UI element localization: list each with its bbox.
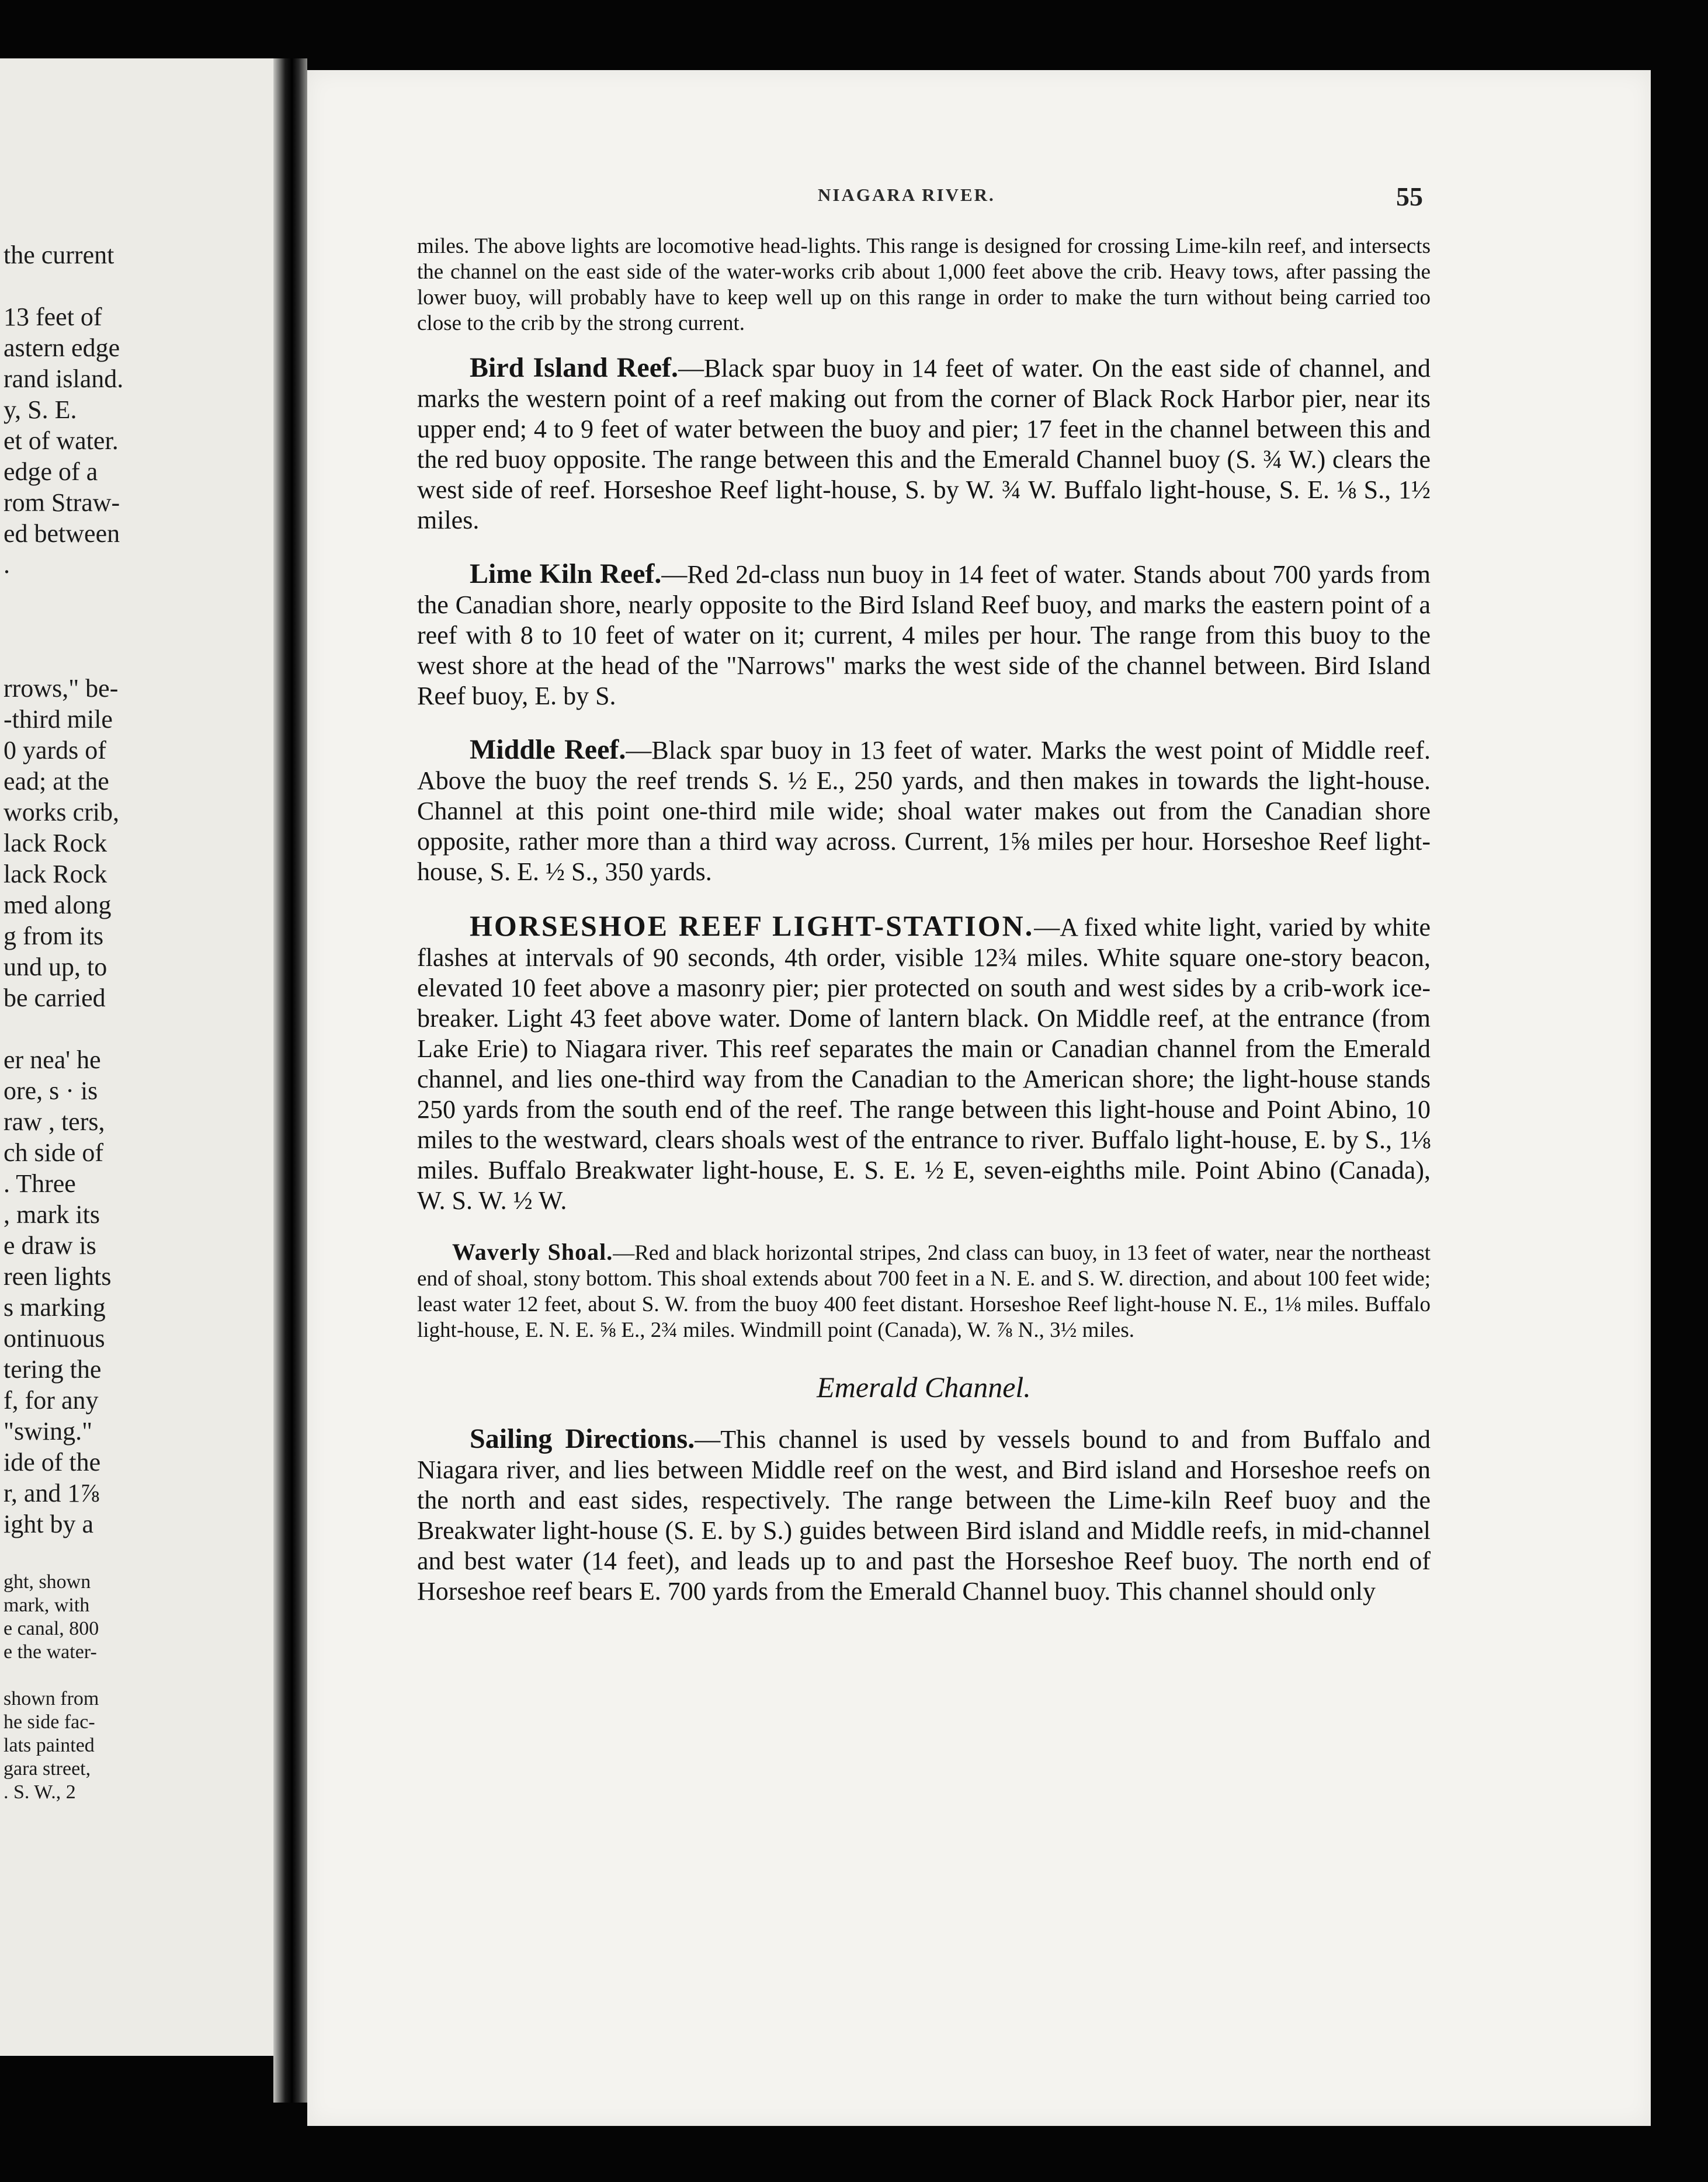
left-page-line: ight by a bbox=[4, 1510, 93, 1538]
left-page-line: works crib, bbox=[4, 798, 119, 826]
left-page-line: lack Rock bbox=[4, 829, 107, 857]
middle-reef-entry bbox=[417, 735, 1431, 887]
left-page-line bbox=[4, 642, 155, 673]
left-page-line: ide of the bbox=[4, 1448, 101, 1476]
page-body bbox=[417, 234, 1431, 1630]
left-page-line: e draw is bbox=[4, 1231, 96, 1260]
left-page-line: lats painted bbox=[4, 1735, 95, 1756]
left-page-line: be carried bbox=[4, 984, 106, 1012]
left-page-line: s marking bbox=[4, 1293, 106, 1322]
left-page-line: ore, s · is bbox=[4, 1076, 98, 1105]
left-page-line: raw , ters, bbox=[4, 1107, 105, 1136]
left-page-line: ch side of bbox=[4, 1138, 104, 1167]
left-page-line bbox=[4, 580, 155, 611]
left-page-line: tering the bbox=[4, 1355, 102, 1384]
bird-island-reef-text: —Black spar buoy in 14 feet of water. On the east side of channel, and marks the western point of a reef making out from the corner of Black Rock Harbor pier, near its upper end; 4 to 9 feet of water between the buoy and pier; 17 feet in the channel between this and the red buoy opposite. The range between this and the Emerald Channel buoy (S. ¾ W.) clears the west side of reef. Horseshoe Reef light-house, S. by W. ¾ W. Buffalo light-house, S. E. ⅛ S., 1½ miles. bbox=[417, 354, 1431, 534]
left-page-line: astern edge bbox=[4, 333, 120, 362]
left-page-line: edge of a bbox=[4, 457, 98, 486]
left-page-line: med along bbox=[4, 891, 112, 919]
left-page-line: he side fac- bbox=[4, 1711, 95, 1733]
left-page-line: 13 feet of bbox=[4, 303, 102, 331]
left-page-line: . S. W., 2 bbox=[4, 1781, 76, 1803]
book-spine bbox=[273, 58, 307, 2103]
horseshoe-reef-entry bbox=[417, 911, 1431, 1216]
left-page-text-fragment bbox=[4, 239, 155, 1804]
left-page-line: . bbox=[4, 550, 10, 579]
bird-island-reef-entry bbox=[417, 353, 1431, 536]
left-page-line: e canal, 800 bbox=[4, 1618, 99, 1639]
waverly-shoal-text: —Red and black horizontal stripes, 2nd class can buoy, in 13 feet of water, near the northeast end of shoal, stony bottom. This shoal extends about 700 feet in a N. E. and S. W. direction, and about 100 feet wide; least water 12 feet, about S. W. from the buoy 400 feet distant. Horseshoe Reef light-house N. E., 1⅛ miles. Buffalo light-house, E. N. E. ⅝ E., 2¾ miles. Windmill point (Canada), W. ⅞ N., 3½ miles. bbox=[417, 1241, 1431, 1342]
bird-island-reef-heading: Bird Island Reef. bbox=[470, 352, 679, 383]
middle-reef-heading: Middle Reef. bbox=[470, 734, 626, 765]
waverly-shoal-heading: Waverly Shoal. bbox=[452, 1239, 613, 1265]
left-page-line: f, for any bbox=[4, 1386, 99, 1415]
left-page-line: er nea' he bbox=[4, 1045, 101, 1074]
left-page-line: r, and 1⅞ bbox=[4, 1479, 100, 1507]
lime-kiln-reef-entry bbox=[417, 559, 1431, 711]
left-page-line: -third mile bbox=[4, 705, 113, 734]
left-page-line bbox=[4, 1540, 155, 1571]
left-page-line: g from its bbox=[4, 922, 104, 950]
left-page-line: 0 yards of bbox=[4, 736, 106, 765]
left-page-line bbox=[4, 611, 155, 642]
left-page-line: shown from bbox=[4, 1688, 99, 1710]
emerald-channel-title: Emerald Channel. bbox=[817, 1371, 1031, 1403]
sailing-directions-text: —This channel is used by vessels bound to and from Buffalo and Niagara river, and lies between Middle reef on the west, and Bird island and Horseshoe reefs on the north and east sides, respectively. The range between the Lime-kiln Reef buoy and the Breakwater light-house (S. E. by S.) guides between Bird island and Middle reefs, in mid-channel and best water (14 feet), and leads up to and past the Horseshoe Reef buoy. The north end of Horseshoe reef bears E. 700 yards from the Emerald Channel buoy. This channel should only bbox=[417, 1425, 1431, 1606]
left-page-line bbox=[4, 1013, 155, 1044]
middle-reef-text: —Black spar buoy in 13 feet of water. Marks the west point of Middle reef. Above the buoy the reef trends S. ½ E., 250 yards, and then makes in towards the light-house. Channel at this point one-third mile wide; shoal water makes out from the Canadian shore opposite, rather more than a third way across. Current, 1⅝ miles per hour. Horseshoe Reef light-house, S. E. ½ S., 350 yards. bbox=[417, 736, 1431, 886]
left-page-line: the current bbox=[4, 241, 114, 269]
lime-kiln-reef-text: —Red 2d-class nun buoy in 14 feet of water. Stands about 700 yards from the Canadian shore, nearly opposite to the Bird Island Reef buoy, and marks the eastern point of a reef with 8 to 10 feet of water on it; current, 4 miles per hour. The range from this buoy to the west shore at the head of the "Narrows" marks the west side of the channel between. Bird Island Reef buoy, E. by S. bbox=[417, 560, 1431, 710]
left-page-line: rand island. bbox=[4, 364, 124, 393]
page-number: 55 bbox=[1396, 182, 1423, 211]
left-page-line: . Three bbox=[4, 1169, 76, 1198]
left-page-line: ght, shown bbox=[4, 1571, 91, 1593]
horseshoe-reef-text: —A fixed white light, varied by white flashes at intervals of 90 seconds, 4th order, visible 12¾ miles. White square one-story beacon, elevated 10 feet above a masonry pier; pier protected on south and west sides by a crib-work ice-breaker. Light 43 feet above water. Dome of lantern black. On Middle reef, at the entrance (from Lake Erie) to Niagara river. This reef separates the main or Canadian channel from the Emerald channel, and lies one-third way from the Canadian to the American shore; the light-house stands 250 yards from the south end of the reef. The range between this light-house and Point Abino, 10 miles to the westward, clears shoals west of the entrance to river. Buffalo light-house, E. by S., 1⅛ miles. Buffalo Breakwater light-house, E. S. E. ½ E, seven-eighths mile. Point Abino (Canada), W. S. W. ½ W. bbox=[417, 913, 1431, 1215]
left-page-line: e the water- bbox=[4, 1641, 97, 1663]
left-page-line: mark, with bbox=[4, 1594, 90, 1616]
left-page-line: ead; at the bbox=[4, 767, 109, 795]
left-page-line: , mark its bbox=[4, 1200, 100, 1229]
intro-paragraph: miles. The above lights are locomotive head-lights. This range is designed for crossing Lime-kiln reef, and intersects the channel on the east side of the water-works crib about 1,000 feet above the crib. Heavy tows, after passing the lower buoy, will probably have to keep well up on this range in order to make the turn without being carried too close to the crib by the strong current. bbox=[417, 234, 1431, 335]
horseshoe-reef-heading: HORSESHOE REEF LIGHT-STATION. bbox=[470, 909, 1034, 942]
left-page-line: und up, to bbox=[4, 953, 107, 981]
left-page-line: "swing." bbox=[4, 1417, 93, 1446]
left-page-line bbox=[4, 270, 155, 301]
left-page-line: reen lights bbox=[4, 1262, 112, 1291]
sailing-directions-heading: Sailing Directions. bbox=[470, 1423, 695, 1454]
left-page-line: y, S. E. bbox=[4, 395, 77, 424]
left-page-line: ed between bbox=[4, 519, 120, 548]
left-page-line: ontinuous bbox=[4, 1324, 105, 1353]
running-header: NIAGARA RIVER. bbox=[818, 185, 995, 205]
left-page-line: rom Straw- bbox=[4, 488, 120, 517]
left-page-line bbox=[4, 1664, 155, 1687]
left-page-line: lack Rock bbox=[4, 860, 107, 888]
left-page-line: et of water. bbox=[4, 426, 119, 455]
lime-kiln-reef-heading: Lime Kiln Reef. bbox=[470, 558, 662, 589]
waverly-shoal-entry bbox=[417, 1239, 1431, 1343]
left-page-line: rrows," be- bbox=[4, 674, 119, 703]
left-page-line: gara street, bbox=[4, 1758, 91, 1780]
sailing-directions-entry bbox=[417, 1424, 1431, 1607]
